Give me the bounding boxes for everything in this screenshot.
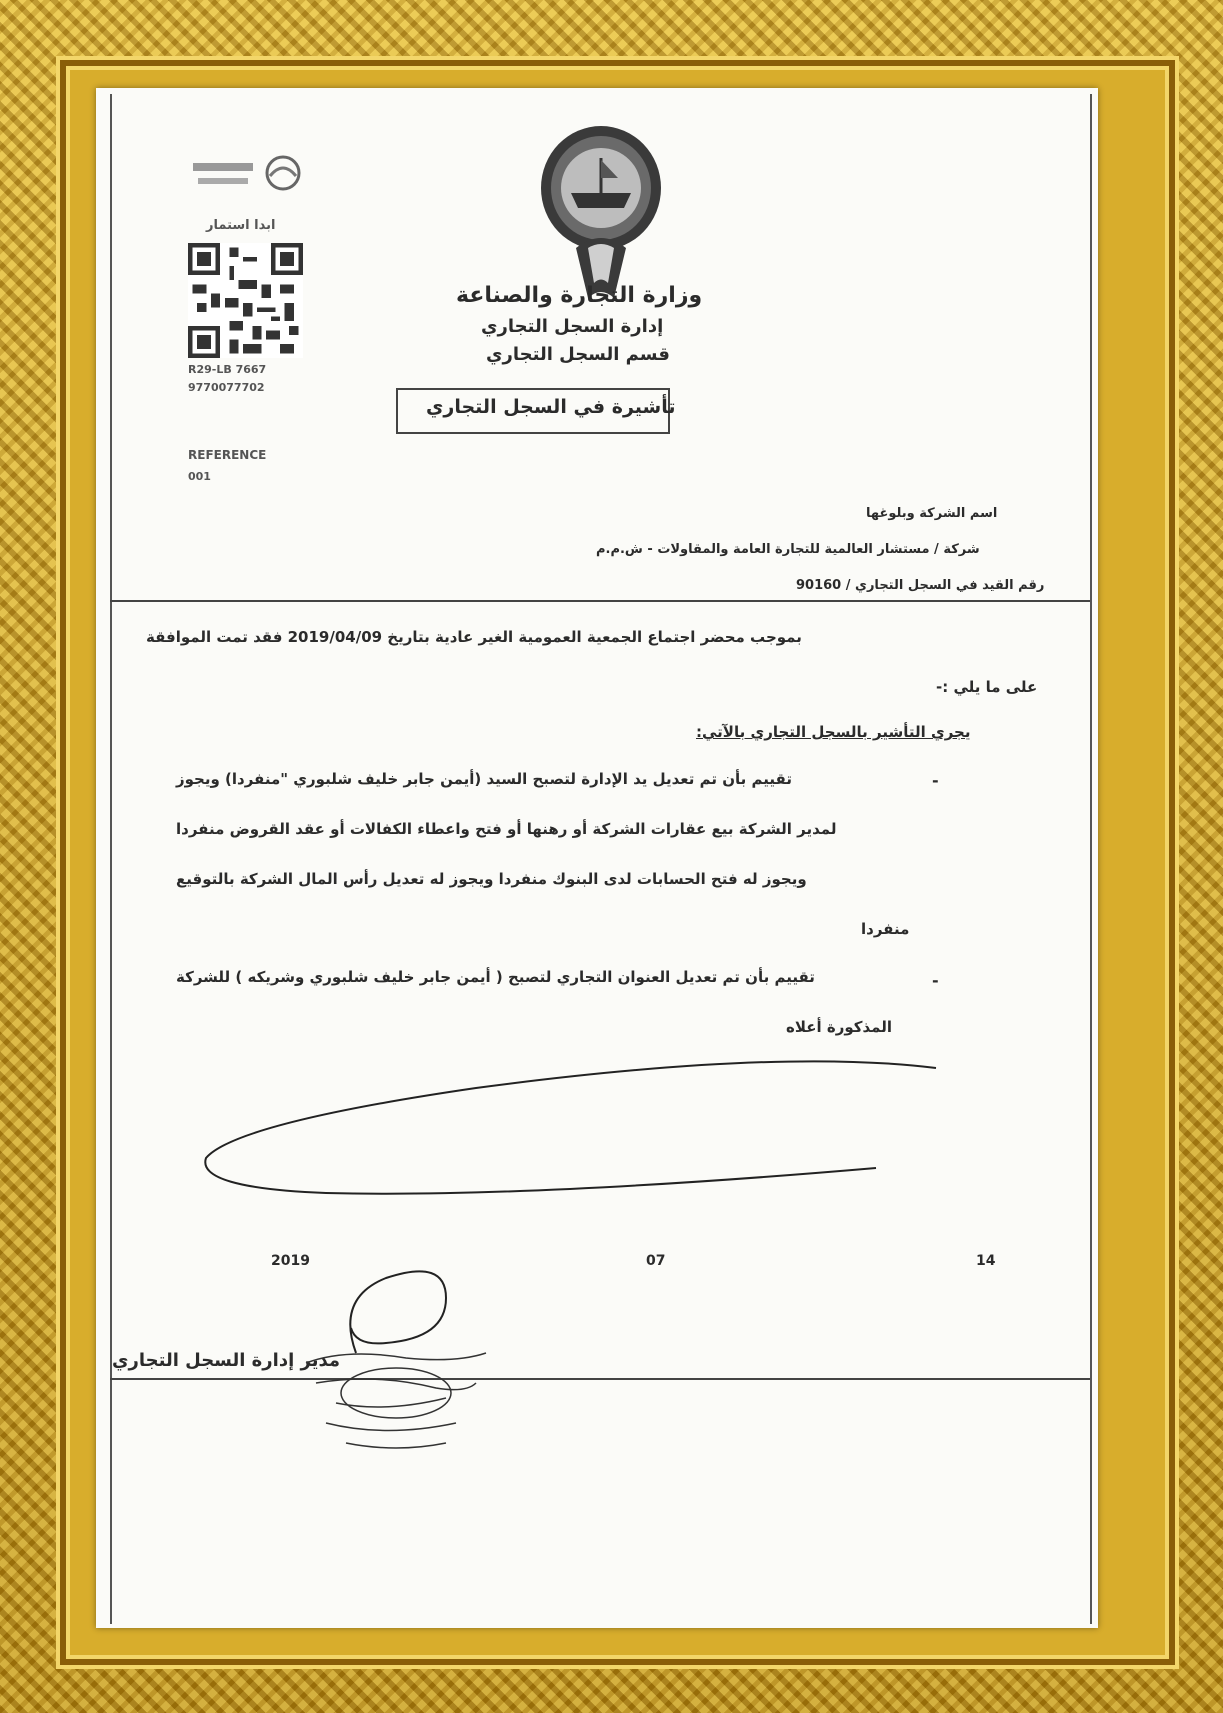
item-1-line-1: تقييم بأن تم تعديل يد الإدارة لتصبح السيد (أيمن جابر خليف شلبوري "منفردا) ويجوز	[176, 770, 792, 788]
footer-divider	[110, 1378, 1090, 1380]
qr-code	[188, 243, 303, 358]
bullet-2-icon: -	[932, 971, 939, 990]
qr-label: ابدا استمار	[206, 218, 276, 233]
document-title: تأشيرة في السجل التجاري	[426, 396, 676, 418]
header-divider	[110, 600, 1090, 602]
item-1-line-4: منفردا	[861, 920, 910, 938]
qr-code-line-2: 9770077702	[188, 381, 265, 394]
cancellation-scribble	[176, 1028, 956, 1228]
intro-line-2: على ما يلي :-	[936, 678, 1038, 696]
item-1-line-2: لمدير الشركة بيع عقارات الشركة أو رهنها أو فتح واعطاء الكفالات أو عقد القروض منفردا	[176, 820, 837, 838]
registration-number: رقم القيد في السجل التجاري / 90160	[796, 578, 1045, 593]
ministry-name: وزارة التجارة والصناعة	[456, 283, 703, 308]
item-2-line-1: تقييم بأن تم تعديل العنوان التجاري لتصبح ( أيمن جابر خليف شلبوري وشريكه ) للشركة	[176, 968, 815, 986]
reference-number: 001	[188, 470, 211, 483]
signature-scribble	[296, 1238, 496, 1358]
bullet-1-icon: -	[932, 771, 939, 790]
date-year: 2019	[271, 1253, 310, 1269]
company-name-label: اسم الشركة وبلوغها	[866, 506, 998, 521]
section-name: قسم السجل التجاري	[486, 344, 670, 365]
department-name: إدارة السجل التجاري	[481, 316, 664, 337]
item-2-line-2: المذكورة أعلاه	[786, 1018, 892, 1036]
date-day: 14	[976, 1253, 996, 1269]
company-name-value: شركة / مستشار العالمية للتجارة العامة والمقاولات - ش.م.م	[596, 542, 980, 557]
date-month: 07	[646, 1253, 666, 1269]
small-seal-icon	[188, 148, 318, 213]
qr-code-line-1: R29-LB 7667	[188, 363, 267, 376]
item-1-line-3: ويجوز له فتح الحسابات لدى البنوك منفردا ويجوز له تعديل رأس المال الشركة بالتوقيع	[176, 870, 807, 888]
intro-line-1: بموجب محضر اجتماع الجمعية العمومية الغير عادية بتاريخ 2019/04/09 فقد تمت الموافقة	[146, 628, 802, 646]
state-emblem-icon	[536, 118, 666, 303]
section-heading: يجري التأشير بالسجل التجاري بالآتي:	[696, 723, 971, 741]
official-stamp	[286, 1343, 506, 1463]
certificate-paper	[96, 88, 1098, 1628]
reference-label: REFERENCE	[188, 448, 267, 462]
signature-title: مدير إدارة السجل التجاري	[112, 1350, 341, 1371]
